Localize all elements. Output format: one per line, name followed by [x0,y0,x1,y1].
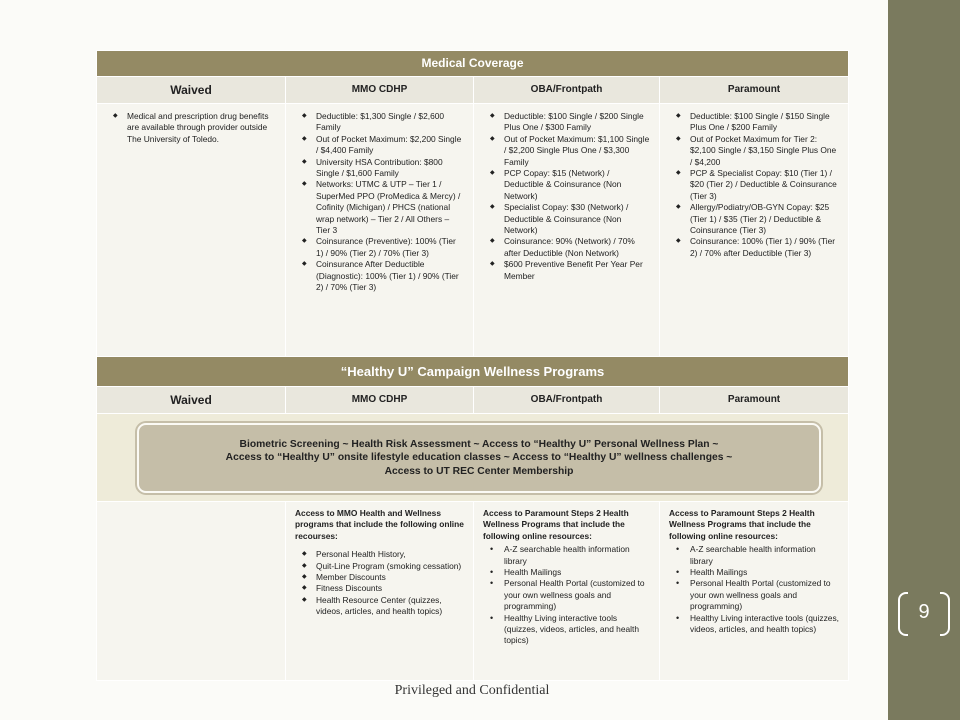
list-item: ◆ $600 Preventive Benefit Per Year Per Member [490,259,651,282]
list-item: • A-Z searchable health information library [676,544,840,567]
col-header-mmo-2: MMO CDHP [286,387,474,414]
wellness-banner [137,423,821,493]
list-item: • Personal Health Portal (customized to your own wellness goals and programming) [490,578,651,612]
list-item: ◆ Personal Health History, [302,549,465,560]
banner-line: Access to “Healthy U” onsite lifestyle education classes ~ Access to “Healthy U” wellness challenges ~ [225,452,733,464]
list-item: ◆ PCP & Specialist Copay: $10 (Tier 1) / $20 (Tier 2) / Deductible & Coinsurance (Tier 3) [676,168,840,202]
mmo-wellness-intro: Access to MMO Health and Wellness programs that include the following online recourses: [295,508,464,541]
list-item: ◆ Coinsurance: 100% (Tier 1) / 90% (Tier 2) / 70% after Deductible (Tier 3) [676,236,840,259]
list-item: ◆ Specialist Copay: $30 (Network) / Deductible & Coinsurance (Non Network) [490,202,651,236]
oba-wellness-intro: Access to Paramount Steps 2 Health Wellness Programs that include the following online resources: [483,508,629,541]
list-item: ◆ Out of Pocket Maximum: $2,200 Single / $4,400 Family [302,134,465,157]
list-item: ◆ Deductible: $100 Single / $150 Single Plus One / $200 Family [676,111,840,134]
page-number: 9 [898,592,950,632]
oba-wellness-cell [474,502,660,681]
list-item: ◆ Fitness Discounts [302,583,465,594]
list-item: ◆ Deductible: $1,300 Single / $2,600 Family [302,111,465,134]
list-item: ◆ Allergy/Podiatry/OB-GYN Copay: $25 (Tier 1) / $35 (Tier 2) / Deductible & Coinsurance (Tier 3) [676,202,840,236]
footer-confidential: Privileged and Confidential [394,683,550,698]
medical-coverage-header: Medical Coverage [97,51,849,77]
list-item: ◆ Medical and prescription drug benefits are available through provider outside The University of Toledo. [113,111,277,145]
col-header-paramount-2: Paramount [660,387,849,414]
coverage-table [96,50,849,681]
list-item: ◆ Quit-Line Program (smoking cessation) [302,561,465,572]
col-header-oba-2: OBA/Frontpath [474,387,660,414]
list-item: ◆ PCP Copay: $15 (Network) / Deductible & Coinsurance (Non Network) [490,168,651,202]
paramount-medical-cell [660,104,849,357]
col-header-waived-2: Waived [97,387,286,414]
list-item: ◆ University HSA Contribution: $800 Single / $1,600 Family [302,157,465,180]
list-item: • Health Mailings [490,567,651,578]
list-item: ◆ Coinsurance: 90% (Network) / 70% after Deductible (Non Network) [490,236,651,259]
col-header-mmo: MMO CDHP [286,77,474,104]
list-item: ◆ Member Discounts [302,572,465,583]
list-item: ◆ Coinsurance After Deductible (Diagnostic): 100% (Tier 1) / 90% (Tier 2) / 70% (Tier 3) [302,259,465,293]
oba-medical-cell [474,104,660,357]
list-item: • Healthy Living interactive tools (quizzes, videos, articles, and health topics) [676,613,840,636]
list-item: • A-Z searchable health information library [490,544,651,567]
waived-wellness-cell [97,502,286,681]
wellness-header: “Healthy U” Campaign Wellness Programs [97,357,849,387]
list-item: ◆ Deductible: $100 Single / $200 Single Plus One / $300 Family [490,111,651,134]
list-item: ◆ Out of Pocket Maximum: $1,100 Single / $2,200 Single Plus One / $3,300 Family [490,134,651,168]
list-item: ◆ Coinsurance (Preventive): 100% (Tier 1) / 90% (Tier 2) / 70% (Tier 3) [302,236,465,259]
mmo-medical-cell [286,104,474,357]
list-item: ◆ Networks: UTMC & UTP – Tier 1 / SuperMed PPO (ProMedica & Mercy) / Cofinity (Michigan) / PHCS (national wrap network) – Tier 2 / All Others – Tier 3 [302,179,465,236]
list-item: • Health Mailings [676,567,840,578]
waived-medical-cell [97,104,286,357]
list-item: ◆ Out of Pocket Maximum for Tier 2: $2,100 Single / $3,150 Single Plus One / $4,200 [676,134,840,168]
col-header-oba: OBA/Frontpath [474,77,660,104]
list-item: • Healthy Living interactive tools (quizzes, videos, articles, and health topics) [490,613,651,647]
paramount-wellness-intro: Access to Paramount Steps 2 Health Wellness Programs that include the following online resources: [669,508,815,541]
banner-line: Biometric Screening ~ Health Risk Assessment ~ Access to “Healthy U” Personal Wellness Plan ~ [239,438,719,450]
paramount-wellness-cell [660,502,849,681]
list-item: • Personal Health Portal (customized to your own wellness goals and programming) [676,578,840,612]
mmo-wellness-cell [286,502,474,681]
banner-line: Access to UT REC Center Membership [384,465,574,477]
col-header-waived: Waived [97,77,286,104]
col-header-paramount: Paramount [660,77,849,104]
list-item: ◆ Health Resource Center (quizzes, videos, articles, and health topics) [302,595,465,618]
